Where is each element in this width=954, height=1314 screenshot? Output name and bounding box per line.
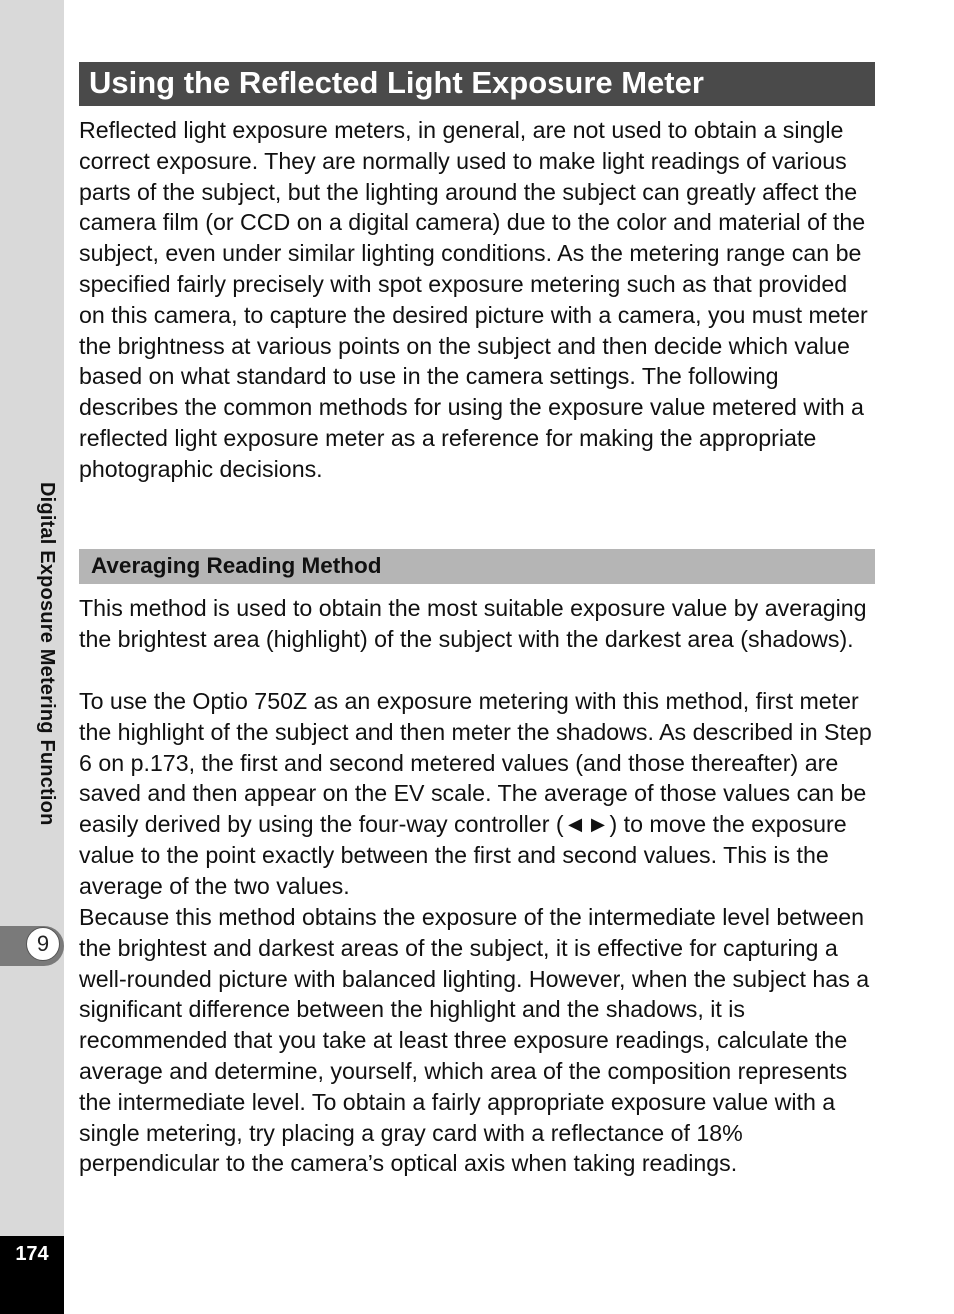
section-title: Digital Exposure Metering Function: [36, 482, 58, 826]
paragraph-1: This method is used to obtain the most suitable exposure value by averaging the brightest area (highlight) of the subject with the darkest area (shadows).: [79, 595, 867, 652]
page-number: 174: [15, 1243, 49, 1265]
paragraph-2: To use the Optio 750Z as an exposure metering with this method, first meter the highlight of the subject and then meter the shadows. As described in Step 6 on p.173, the first and second metered values (and those thereafter) are saved and then appear on the EV scale. The average of those values can be easily derived by using the four-way controller (◄►) to move the exposure value to the point exactly between the first and second values. This is the average of the two values.: [79, 688, 872, 899]
chapter-number: 9: [26, 927, 60, 961]
page-title: Using the Reflected Light Exposure Meter: [79, 62, 875, 106]
sidebar: [0, 0, 64, 1236]
intro-paragraph: Reflected light exposure meters, in general, are not used to obtain a single correct exposure. They are normally used to make light readings of various parts of the subject, but the lighting around the subject can greatly affect the camera film (or CCD on a digital camera) due to the color and material of the subject, even under similar lighting conditions. As the metering range can be specified fairly precisely with spot exposure metering such as that provided on this camera, to capture the desired picture with a camera, you must meter the brightness at various points on the subject and then decide which value based on what standard to use in the camera settings. The following describes the common methods for using the exposure value metered with a reflected light exposure meter as a reference for making the appropriate photographic decisions.: [79, 117, 868, 482]
paragraph-3: Because this method obtains the exposure of the intermediate level between the brightest and darkest areas of the subject, it is effective for capturing a well-rounded picture with balanced lighting. However, when the subject has a significant difference between the highlight and the shadows, it is recommended that you take at least three exposure readings, calculate the average and determine, yourself, which area of the composition represents the intermediate level. To obtain a fairly appropriate exposure value with a single metering, try placing a gray card with a reflectance of 18% perpendicular to the camera’s optical axis when taking readings.: [79, 904, 870, 1177]
section-heading: Averaging Reading Method: [79, 549, 875, 584]
